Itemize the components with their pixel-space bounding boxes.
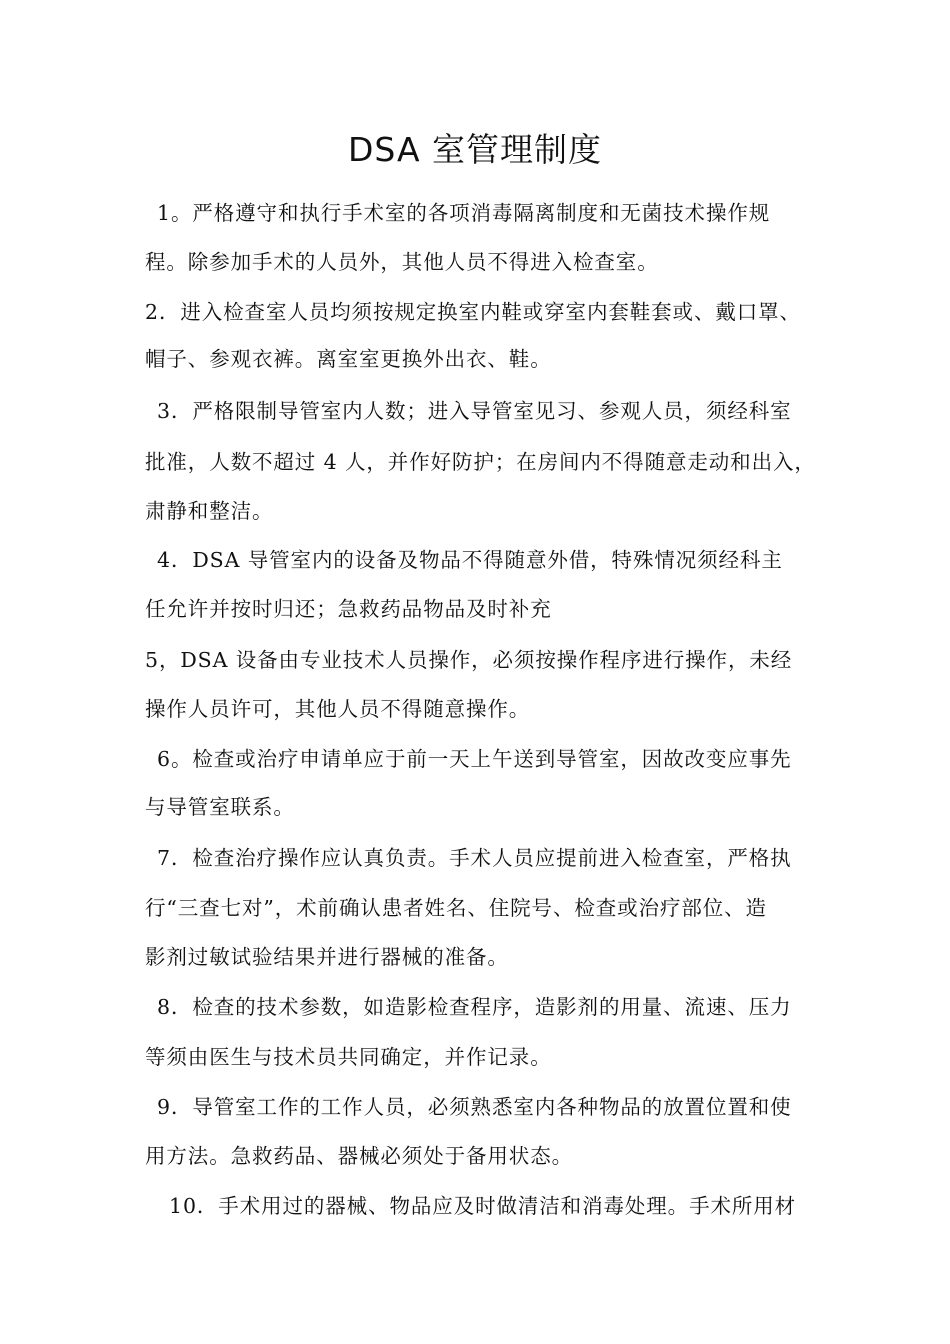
body-line: 9．导管室工作的工作人员，必须熟悉室内各种物品的放置位置和使 [157, 1095, 792, 1119]
body-line: 用方法。急救药品、器械必须处于备用状态。 [145, 1144, 573, 1168]
body-line: 与导管室联系。 [145, 795, 295, 819]
body-line: 肃静和整洁。 [145, 499, 274, 523]
body-line: 批准，人数不超过 4 人，并作好防护；在房间内不得随意走动和出入， [145, 450, 816, 474]
body-line: 5，DSA 设备由专业技术人员操作，必须按操作程序进行操作，未经 [145, 648, 793, 672]
body-line: 4．DSA 导管室内的设备及物品不得随意外借，特殊情况须经科主 [157, 548, 783, 572]
body-line: 影剂过敏试验结果并进行器械的准备。 [145, 945, 509, 969]
body-line: 程。除参加手术的人员外，其他人员不得进入检查室。 [145, 250, 659, 274]
body-line: 等须由医生与技术员共同确定，并作记录。 [145, 1045, 552, 1069]
body-line: 帽子、参观衣裤。离室室更换外出衣、鞋。 [145, 347, 552, 371]
body-line: 8．检查的技术参数，如造影检查程序，造影剂的用量、流速、压力 [157, 995, 792, 1019]
document-title: DSA 室管理制度 [347, 130, 603, 169]
body-line: 任允许并按时归还；急救药品物品及时补充 [145, 597, 552, 621]
body-line: 7．检查治疗操作应认真负责。手术人员应提前进入检查室，严格执 [157, 846, 792, 870]
body-line: 行“三查七对”，术前确认患者姓名、住院号、检查或治疗部位、造 [145, 896, 767, 920]
body-line: 3．严格限制导管室内人数；进入导管室见习、参观人员，须经科室 [157, 399, 792, 423]
body-line: 6。检查或治疗申请单应于前一天上午送到导管室，因故改变应事先 [157, 747, 792, 771]
body-line: 1。严格遵守和执行手术室的各项消毒隔离制度和无菌技术操作规 [157, 201, 771, 225]
body-line: 10．手术用过的器械、物品应及时做清洁和消毒处理。手术所用材 [169, 1194, 797, 1218]
body-line: 操作人员许可，其他人员不得随意操作。 [145, 697, 531, 721]
body-line: 2．进入检查室人员均须按规定换室内鞋或穿室内套鞋套或、戴口罩、 [145, 300, 801, 324]
